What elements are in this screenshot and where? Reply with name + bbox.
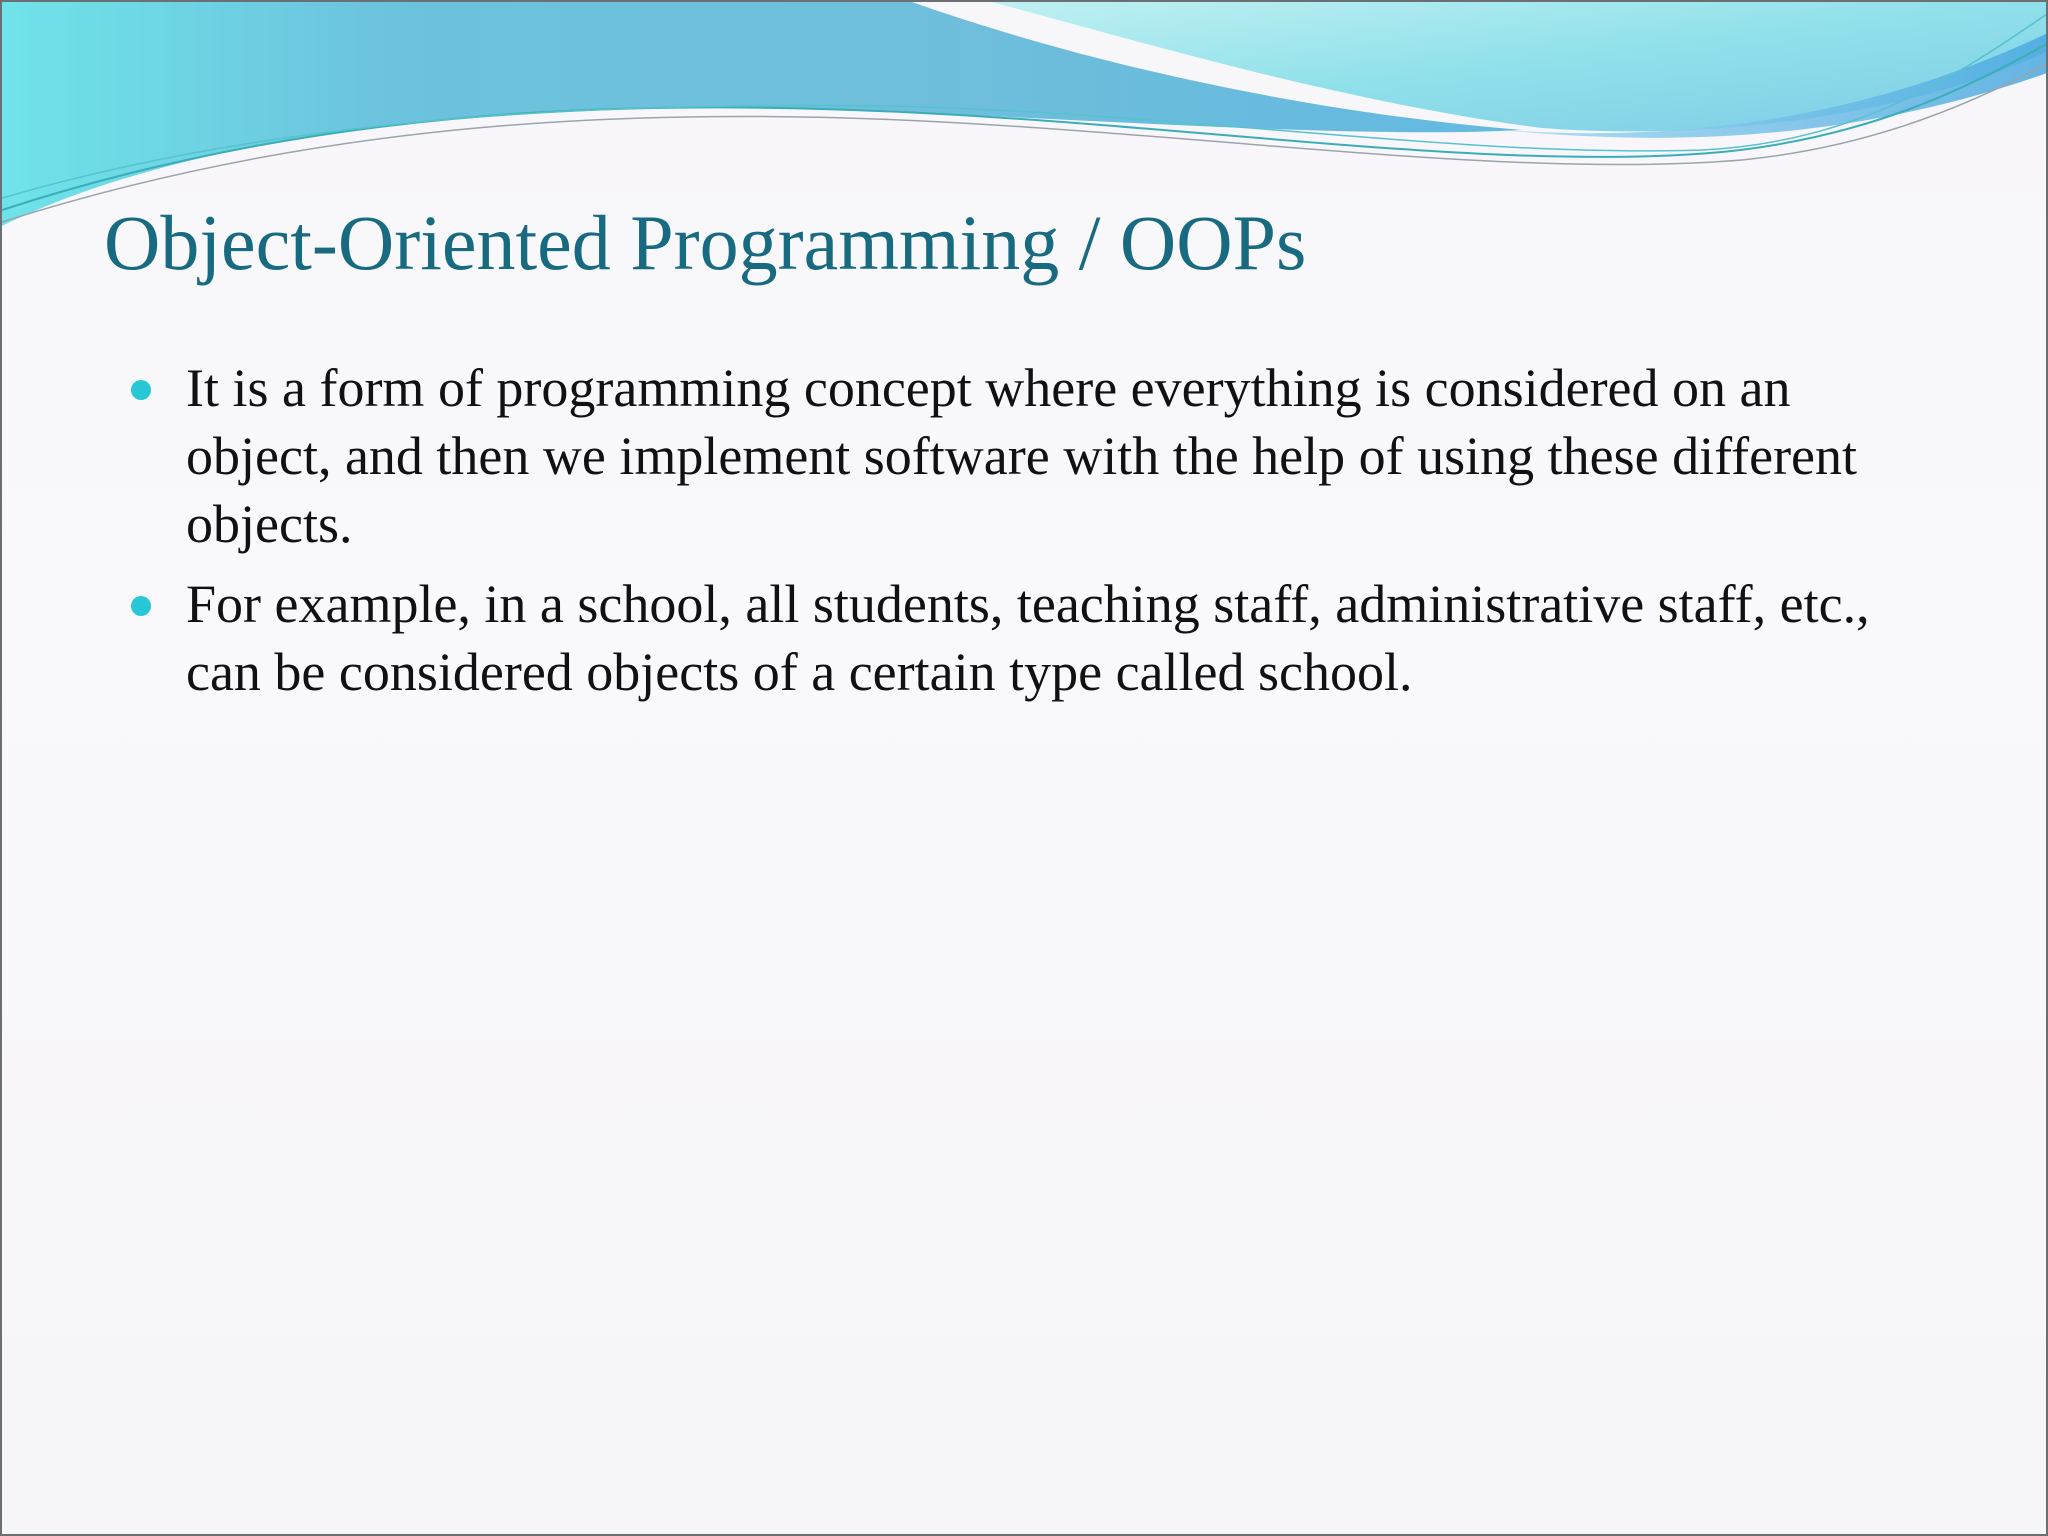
bullet-text: It is a form of programming concept where everything is considered on an object, and then we implement software with the help of using these different objects.	[186, 358, 1858, 554]
slide-title: Object-Oriented Programming / OOPs	[104, 199, 1307, 286]
bullet-marker-icon	[131, 596, 151, 616]
bullet-item	[122, 570, 1902, 706]
bullet-list	[122, 354, 1902, 718]
bullet-marker-icon	[131, 380, 151, 400]
bullet-text: For example, in a school, all students, teaching staff, administrative staff, etc., can be considered objects of a certain type called school.	[186, 574, 1870, 702]
bullet-item	[122, 354, 1902, 558]
